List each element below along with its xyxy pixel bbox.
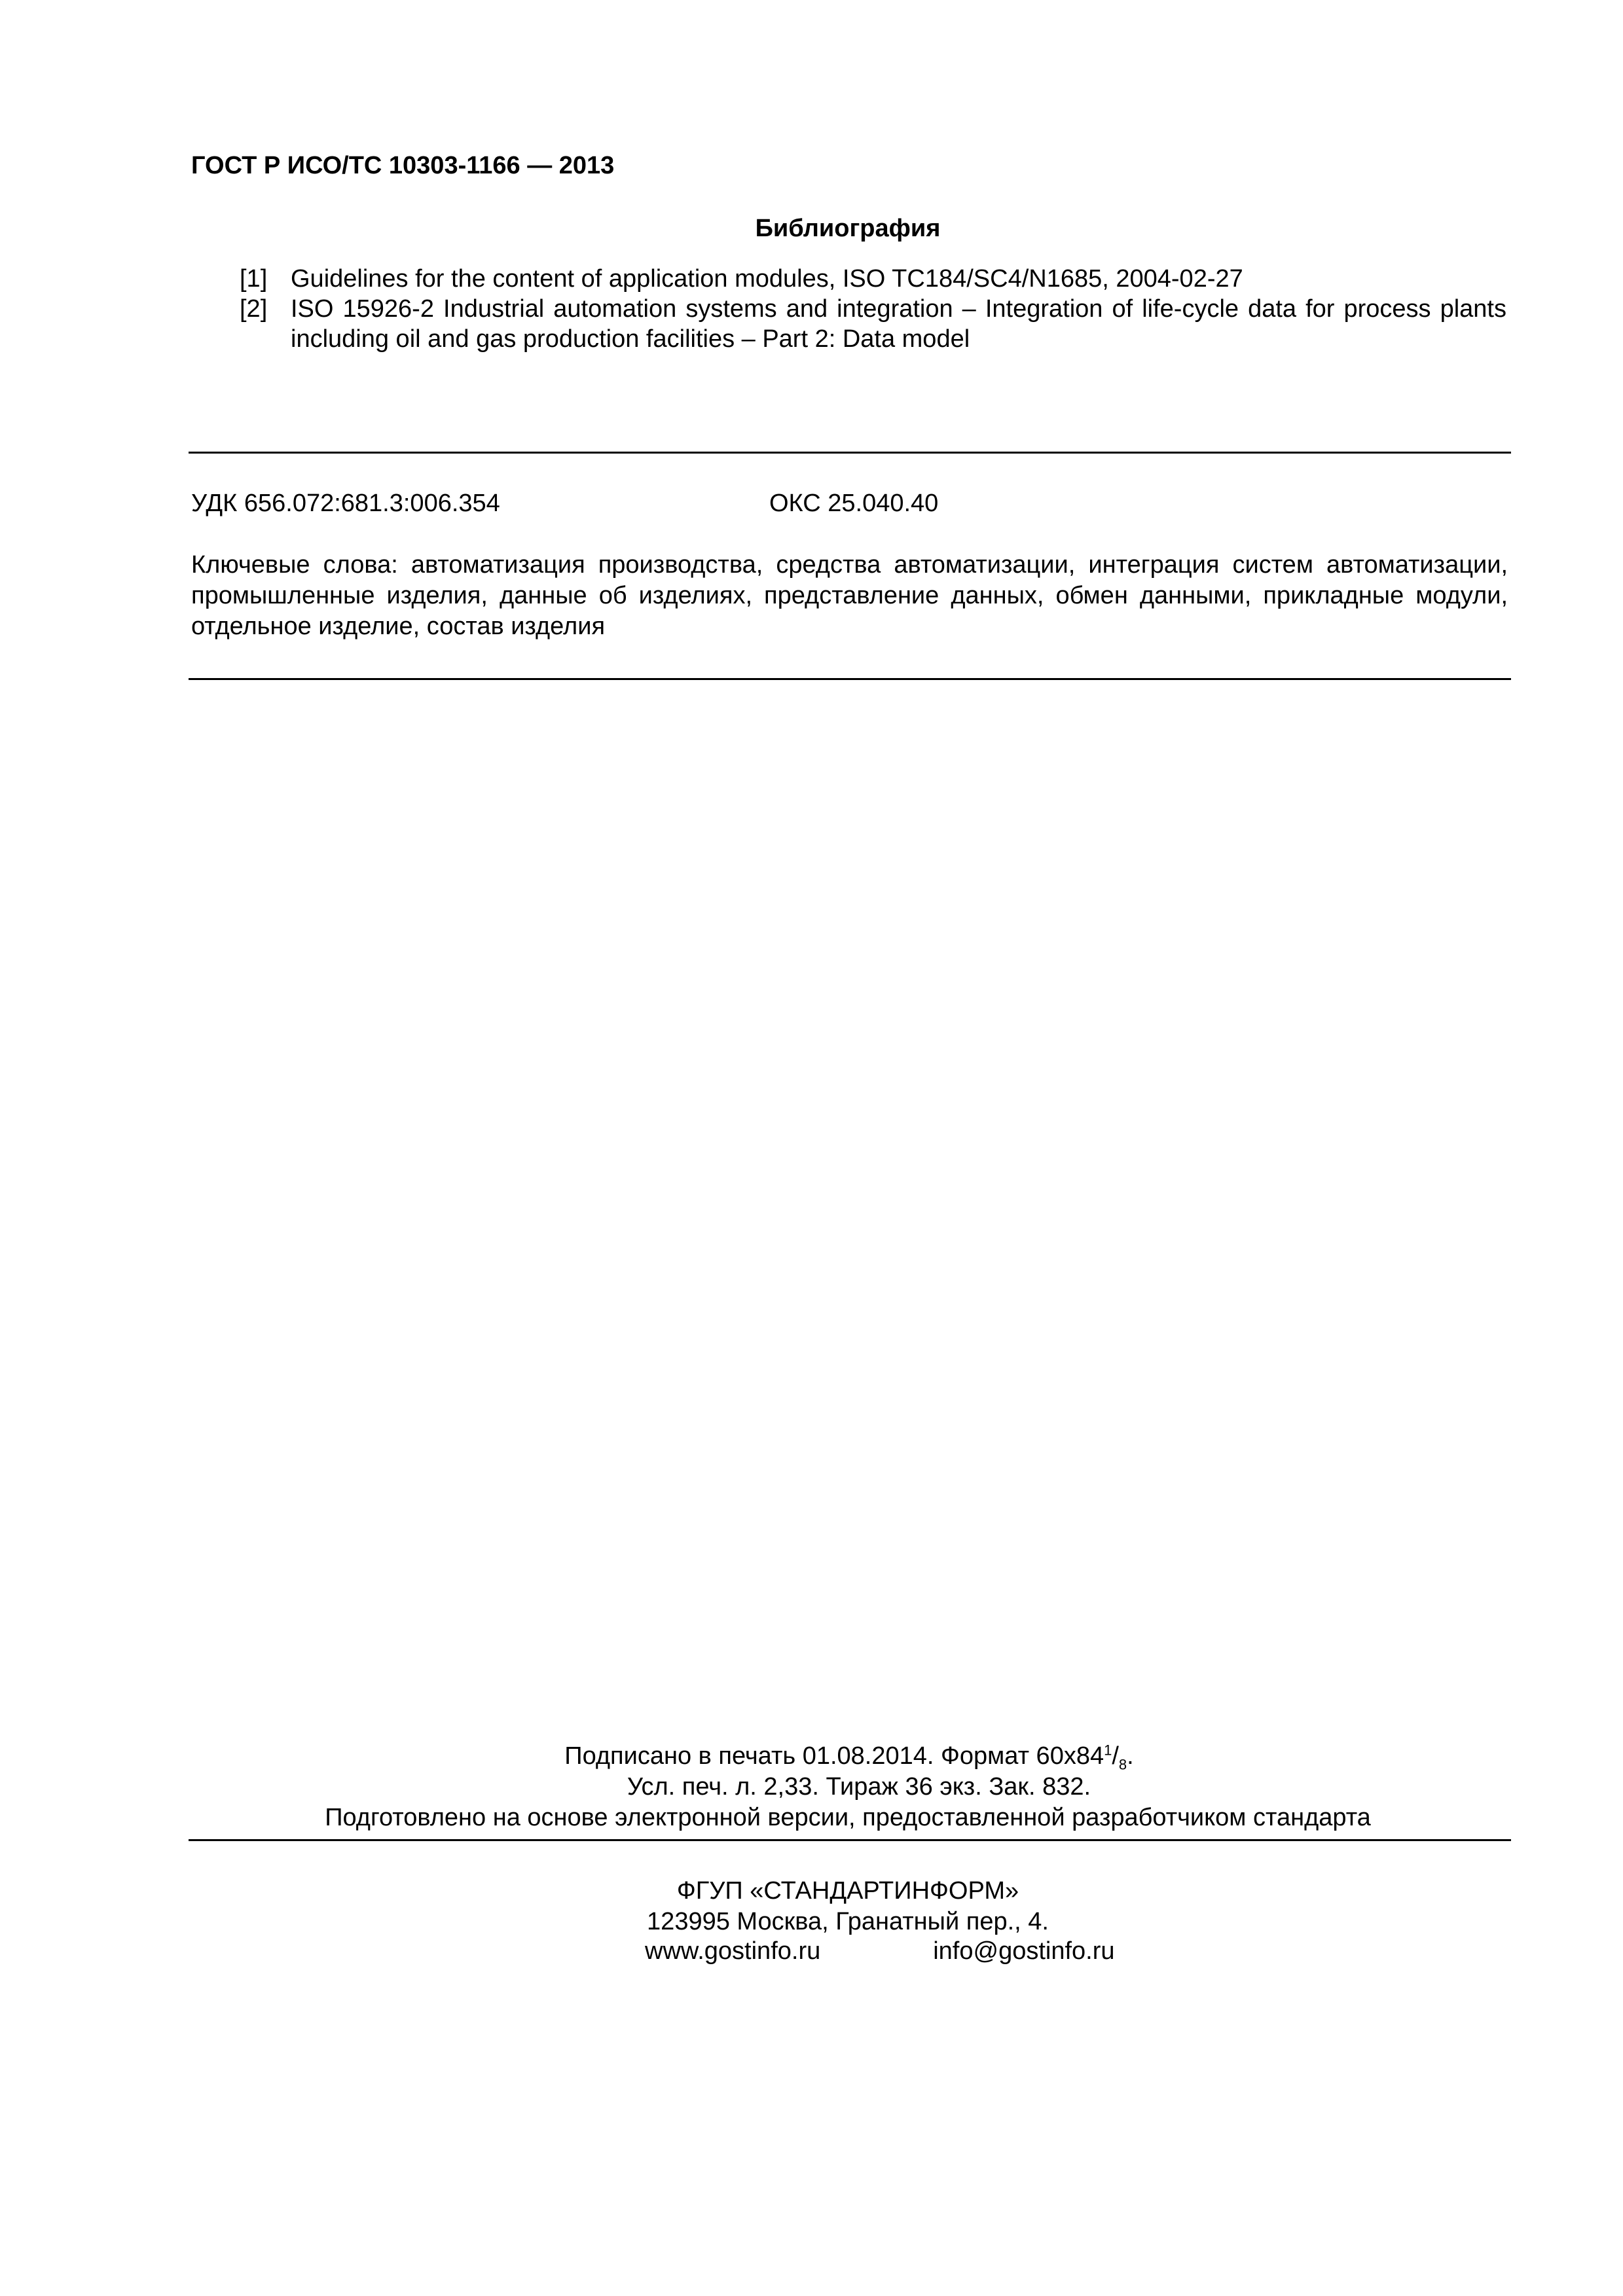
publisher-address: 123995 Москва, Гранатный пер., 4. xyxy=(647,1908,1049,1935)
document-code: ГОСТ Р ИСО/ТС 10303-1166 — 2013 xyxy=(191,152,615,179)
bibliography-item xyxy=(240,294,1506,354)
oks-code: ОКС 25.040.40 xyxy=(769,490,939,517)
keywords-paragraph: Ключевые слова: автоматизация производства, средства автоматизации, интеграция систем автоматизации, промышленные изделия, данные об изделиях, представление данных, обмен данными, прикладные модули, отдельное изделие, состав изделия xyxy=(191,551,1508,640)
imprint-line-prepared: Подготовлено на основе электронной версии, предоставленной разработчиком стандарта xyxy=(325,1804,1371,1831)
bibliography-item-text: ISO 15926-2 Industrial automation systems and integration – Integration of life-cycle data for process plants including oil and gas production facilities – Part 2: Data model xyxy=(291,295,1506,353)
divider-bottom xyxy=(189,1839,1511,1841)
bibliography-item-number: [2] xyxy=(240,295,268,323)
publisher-block xyxy=(0,1876,1623,1937)
publisher-email-link[interactable]: info@gostinfo.ru xyxy=(933,1937,1115,1965)
divider-middle xyxy=(189,678,1511,680)
format-fraction-denominator: 8 xyxy=(1118,1756,1127,1773)
imprint-signed-suffix: . xyxy=(1127,1742,1134,1770)
publisher-contacts xyxy=(645,1937,1115,1965)
udk-code: УДК 656.072:681.3:006.354 xyxy=(191,490,500,517)
format-fraction-numerator: 1 xyxy=(1104,1742,1112,1759)
publisher-name: ФГУП «СТАНДАРТИНФОРМ» xyxy=(676,1877,1019,1905)
imprint-block xyxy=(0,1741,1623,1833)
imprint-line-print-details: Усл. печ. л. 2,33. Тираж 36 экз. Зак. 832. xyxy=(627,1773,1091,1801)
bibliography-item-text: Guidelines for the content of application modules, ISO TC184/SC4/N1685, 2004-02-27 xyxy=(291,265,1243,293)
imprint-signed-text: Подписано в печать 01.08.2014. Формат 60x84 xyxy=(564,1742,1104,1770)
bibliography-title: Библиография xyxy=(755,215,941,242)
publisher-website-link[interactable]: www.gostinfo.ru xyxy=(645,1937,821,1965)
imprint-line-signed: Подписано в печать 01.08.2014. Формат $60x84^1/_8$. xyxy=(564,1742,1134,1773)
bibliography-list xyxy=(240,264,1506,354)
bibliography-item-number: [1] xyxy=(240,265,268,293)
bibliography-item xyxy=(240,264,1506,294)
divider-top xyxy=(189,452,1511,454)
